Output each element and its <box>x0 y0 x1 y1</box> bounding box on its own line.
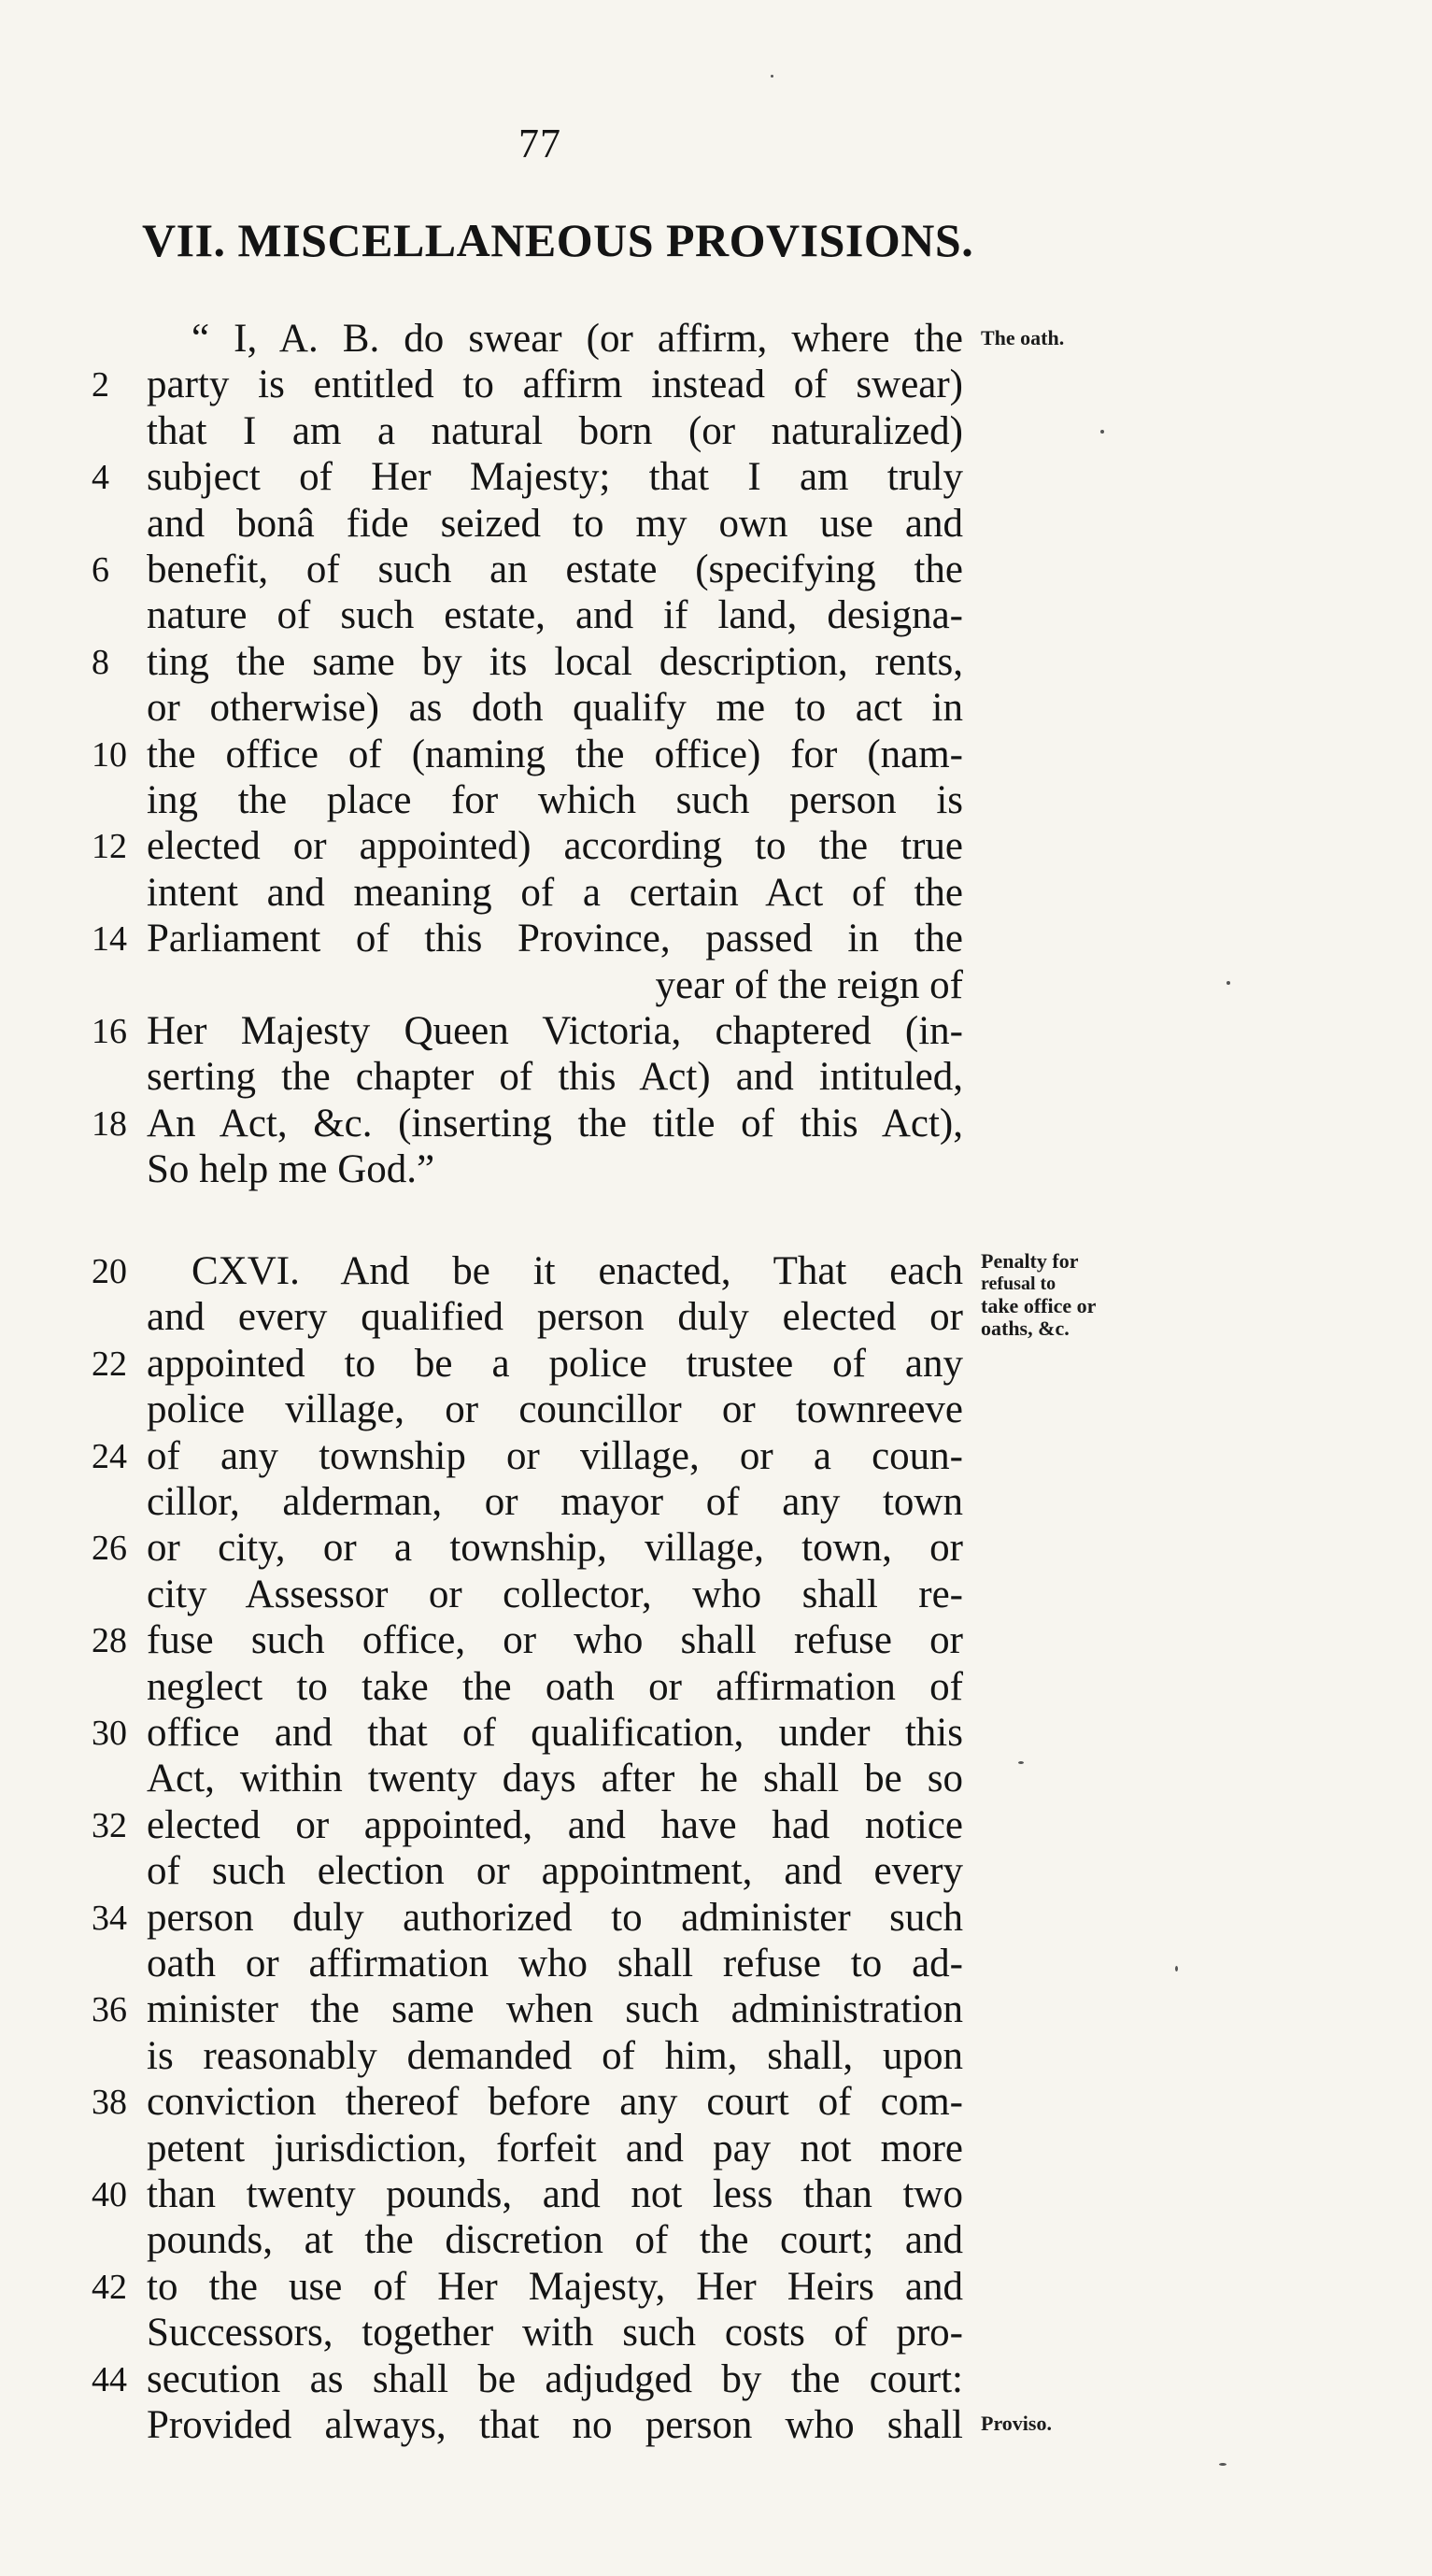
text-line <box>0 2171 1432 2218</box>
line-number: 6 <box>92 550 109 590</box>
line-text: neglect to take the oath or affirmation of <box>147 1664 963 1709</box>
text-line <box>0 2126 1432 2172</box>
line-text: than twenty pounds, and not less than two <box>147 2172 963 2216</box>
text-line <box>0 362 1432 408</box>
line-number: 20 <box>92 1252 127 1291</box>
text-line <box>0 1986 1432 2033</box>
line-number: 30 <box>92 1714 127 1753</box>
line-text: So help me God.” <box>147 1147 435 1192</box>
line-text: subject of Her Majesty; that I am truly <box>147 455 963 500</box>
line-text: or city, or a township, village, town, or <box>147 1526 963 1571</box>
line-text: that I am a natural born (or naturalized) <box>147 408 963 453</box>
line-number: 12 <box>92 827 127 867</box>
line-text: CXVI. And be it enacted, That each <box>191 1249 963 1293</box>
line-text: city Assessor or collector, who shall re- <box>147 1572 963 1616</box>
text-line <box>0 962 1432 1009</box>
line-number: 4 <box>92 458 109 498</box>
line-text: An Act, &c. (inserting the title of this Act), <box>147 1101 963 1146</box>
print-speck <box>771 75 773 78</box>
text-line <box>0 685 1432 732</box>
print-speck <box>1175 1966 1178 1971</box>
line-text: to the use of Her Majesty, Her Heirs and <box>147 2264 963 2309</box>
line-text: and every qualified person duly elected or <box>147 1295 963 1340</box>
line-text: serting the chapter of this Act) and intituled, <box>147 1055 963 1100</box>
text-line <box>0 454 1432 501</box>
line-number: 44 <box>92 2359 127 2399</box>
line-number: 28 <box>92 1621 127 1661</box>
text-line <box>0 501 1432 548</box>
text-line <box>0 1146 1432 1193</box>
margin-note-penalty <box>981 1250 1096 1340</box>
line-text: is reasonably demanded of him, shall, upon <box>147 2033 963 2078</box>
text-line <box>0 2310 1432 2356</box>
text-line <box>0 1941 1432 1987</box>
print-speck <box>1100 430 1104 434</box>
text-line <box>0 2033 1432 2080</box>
text-line <box>0 1525 1432 1572</box>
line-text: Successors, together with such costs of pro- <box>147 2311 963 2355</box>
line-text: oath or affirmation who shall refuse to ad- <box>147 1942 963 1985</box>
line-text: elected or appointed, and have had notice <box>147 1802 963 1847</box>
line-text: secution as shall be adjudged by the court: <box>147 2356 963 2401</box>
line-text: of such election or appointment, and every <box>147 1849 963 1894</box>
line-text: ing the place for which such person is <box>147 778 963 822</box>
line-number: 24 <box>92 1436 127 1476</box>
text-line <box>0 547 1432 593</box>
line-text: ting the same by its local description, rents, <box>147 639 963 684</box>
text-line <box>0 1710 1432 1757</box>
line-number: 18 <box>92 1103 127 1144</box>
text-line <box>0 1433 1432 1480</box>
line-text: and bonâ fide seized to my own use and <box>147 501 963 546</box>
text-line <box>0 1101 1432 1147</box>
line-number: 36 <box>92 1990 127 2030</box>
text-line <box>0 639 1432 686</box>
text-line <box>0 777 1432 824</box>
line-number: 38 <box>92 2083 127 2123</box>
line-text: elected or appointed) according to the true <box>147 824 963 869</box>
line-text: Her Majesty Queen Victoria, chaptered (in- <box>147 1009 963 1053</box>
line-text: office and that of qualification, under this <box>147 1711 963 1755</box>
text-line <box>0 823 1432 870</box>
text-line <box>0 1802 1432 1849</box>
line-number: 34 <box>92 1898 127 1938</box>
line-number: 26 <box>92 1529 127 1569</box>
text-line <box>0 408 1432 455</box>
line-text: person duly authorized to administer such <box>147 1895 963 1940</box>
line-number: 22 <box>92 1344 127 1384</box>
text-line <box>0 1617 1432 1664</box>
line-text: Provided always, that no person who shall <box>147 2403 963 2447</box>
line-text: petent jurisdiction, forfeit and pay not more <box>147 2126 963 2170</box>
margin-note-oath: The oath. <box>981 326 1065 349</box>
text-line <box>0 1664 1432 1711</box>
line-text: benefit, of such an estate (specifying the <box>147 548 963 591</box>
margin-note-penalty-line1: Penalty for <box>981 1249 1079 1273</box>
line-number: 10 <box>92 734 127 775</box>
margin-note-penalty-line2: refusal to <box>981 1274 1056 1294</box>
line-text: the office of (naming the office) for (nam- <box>147 732 963 776</box>
line-number: 32 <box>92 1805 127 1845</box>
text-line <box>0 2079 1432 2126</box>
line-text: year of the reign of <box>655 962 963 1007</box>
line-text: fuse such office, or who shall refuse or <box>147 1618 963 1663</box>
text-line <box>0 1895 1432 1942</box>
line-text: intent and meaning of a certain Act of the <box>147 870 963 915</box>
margin-note-penalty-line4: oaths, &c. <box>981 1316 1070 1340</box>
section-title: VII. MISCELLANEOUS PROVISIONS. <box>142 214 974 266</box>
print-speck <box>1018 1761 1024 1764</box>
text-line <box>0 732 1432 778</box>
line-text: nature of such estate, and if land, designa- <box>147 593 963 638</box>
text-line <box>0 1248 1432 1295</box>
line-text: party is entitled to affirm instead of swear) <box>147 363 963 407</box>
line-text: cillor, alderman, or mayor of any town <box>147 1480 963 1524</box>
line-number: 40 <box>92 2175 127 2214</box>
line-number: 2 <box>92 365 109 406</box>
text-line <box>0 592 1432 639</box>
text-line <box>0 2402 1432 2449</box>
line-text: Act, within twenty days after he shall be so <box>147 1757 963 1801</box>
line-text: “ I, A. B. do swear (or affirm, where the <box>191 317 963 361</box>
text-line <box>0 1294 1432 1341</box>
line-number: 8 <box>92 642 109 682</box>
text-line <box>0 916 1432 962</box>
text-line <box>0 1848 1432 1895</box>
text-line <box>0 1054 1432 1101</box>
text-line <box>0 316 1432 363</box>
text-line <box>0 870 1432 917</box>
text-line <box>0 2356 1432 2403</box>
text-line <box>0 1479 1432 1526</box>
margin-note-penalty-line3: take office or <box>981 1294 1097 1317</box>
line-text: police village, or councillor or townreeve <box>147 1388 963 1432</box>
text-line <box>0 1756 1432 1802</box>
line-text: conviction thereof before any court of com- <box>147 2080 963 2125</box>
line-text: minister the same when such administration <box>147 1987 963 2032</box>
text-line <box>0 2217 1432 2264</box>
text-line <box>0 2264 1432 2311</box>
line-number: 14 <box>92 919 127 960</box>
print-speck <box>1226 981 1230 985</box>
margin-note-proviso: Proviso. <box>981 2412 1052 2435</box>
line-number: 16 <box>92 1012 127 1051</box>
text-line <box>0 1387 1432 1433</box>
line-text: pounds, at the discretion of the court; and <box>147 2218 963 2263</box>
line-number: 42 <box>92 2267 127 2307</box>
line-text: or otherwise) as doth qualify me to act in <box>147 686 963 731</box>
text-line <box>0 1341 1432 1388</box>
line-text: appointed to be a police trustee of any <box>147 1341 963 1386</box>
text-line <box>0 1572 1432 1618</box>
page-number: 77 <box>518 121 561 166</box>
line-text: of any township or village, or a coun- <box>147 1433 963 1478</box>
print-speck <box>1219 2463 1226 2466</box>
text-line <box>0 1008 1432 1055</box>
line-text: Parliament of this Province, passed in the <box>147 917 963 961</box>
